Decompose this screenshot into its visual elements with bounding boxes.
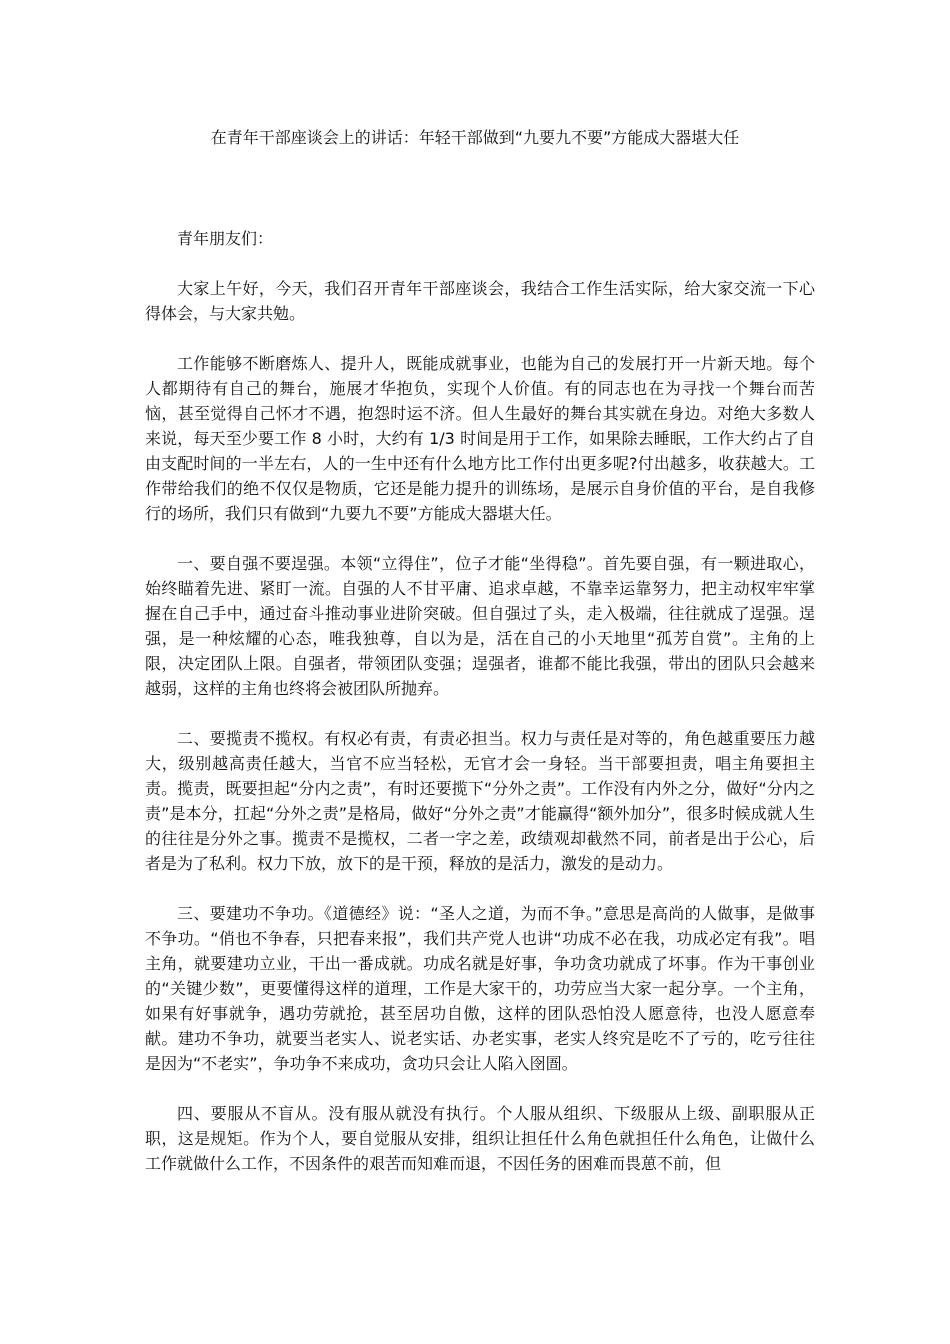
paragraph-point-4: 四、要服从不盲从。没有服从就没有执行。个人服从组织、下级服从上级、副职服从正职，这是规矩。作为个人，要自觉服从安排，组织让担任什么角色就担任什么角色，让做什么工作就做什么工作，不因条件的艰苦而知难而退，不因任务的困难而畏葸不前，但 xyxy=(145,1104,815,1173)
paragraph-point-1: 一、要自强不要逞强。本领“立得住”，位子才能“坐得稳”。首先要自强，有一颗进取心，始终瞄着先进、紧盯一流。自强的人不甘平庸、追求卓越，不靠幸运靠努力，把主动权牢牢掌握在自己手中，通过奋斗推动事业进阶突破。但自强过了头，走入极端，往往就成了逞强。逞强，是一种炫耀的心态，唯我独尊，自以为是，活在自己的小天地里“孤芳自赏”。主角的上限，决定团队上限。自强者，带领团队变强；逞强者，谁都不能比我强，带出的团队只会越来越弱，这样的主角也终将会被团队所抛弃。 xyxy=(145,554,815,698)
paragraph-point-2: 二、要揽责不揽权。有权必有责，有责必担当。权力与责任是对等的，角色越重要压力越大，级别越高责任越大，当官不应当轻松，无官才会一身轻。当干部要担责，唱主角要担主责。揽责，既要担起“分内之责”，有时还要揽下“分外之责”。工作没有内外之分，做好“分内之责”是本分，扛起“分外之责”是格局，做好“分外之责”才能赢得“额外加分”，很多时候成就人生的往往是分外之事。揽责不是揽权，二者一字之差，政绩观却截然不同，前者是出于公心，后者是为了私利。权力下放，放下的是干预，释放的是活力，激发的是动力。 xyxy=(145,729,815,873)
document-body xyxy=(145,226,815,1201)
paragraph-intro: 工作能够不断磨炼人、提升人，既能成就事业，也能为自己的发展打开一片新天地。每个人都期待有自己的舞台，施展才华抱负，实现个人价值。有的同志也在为寻找一个舞台而苦恼，甚至觉得自己怀才不遇，抱怨时运不济。但人生最好的舞台其实就在身边。对绝大多数人来说，每天至少要工作 8 小时，大约有 1/3 时间是用于工作，如果除去睡眠，工作大约占了自由支配时间的一半左右，人的一生中还有什么地方比工作付出更多呢?付出越多，收获越大。工作带给我们的绝不仅仅是物质，它还是能力提升的训练场，是展示自身价值的平台，是自我修行的场所，我们只有做到“九要九不要”方能成大器堪大任。 xyxy=(145,354,815,523)
paragraph-opening: 大家上午好，今天，我们召开青年干部座谈会，我结合工作生活实际，给大家交流一下心得体会，与大家共勉。 xyxy=(145,279,815,323)
document-title: 在青年干部座谈会上的讲话：年轻干部做到“九要九不要”方能成大器堪大任 xyxy=(210,128,740,147)
paragraph-point-3: 三、要建功不争功。《道德经》说：“圣人之道，为而不争。”意思是高尚的人做事，是做事不争功。“俏也不争春，只把春来报”，我们共产党人也讲“功成不必在我，功成必定有我”。唱主角，就要建功立业，干出一番成就。功成名就是好事，争功贪功就成了坏事。作为干事创业的“关键少数”，更要懂得这样的道理，工作是大家干的，功劳应当大家一起分享。一个主角，如果有好事就争，遇功劳就抢，甚至居功自傲，这样的团队恐怕没人愿意待，也没人愿意奉献。建功不争功，就要当老实人、说老实话、办老实事，老实人终究是吃不了亏的，吃亏往往是因为“不老实”，争功争不来成功，贪功只会让人陷入囹圄。 xyxy=(145,904,815,1073)
salutation: 青年朋友们： xyxy=(177,229,274,248)
